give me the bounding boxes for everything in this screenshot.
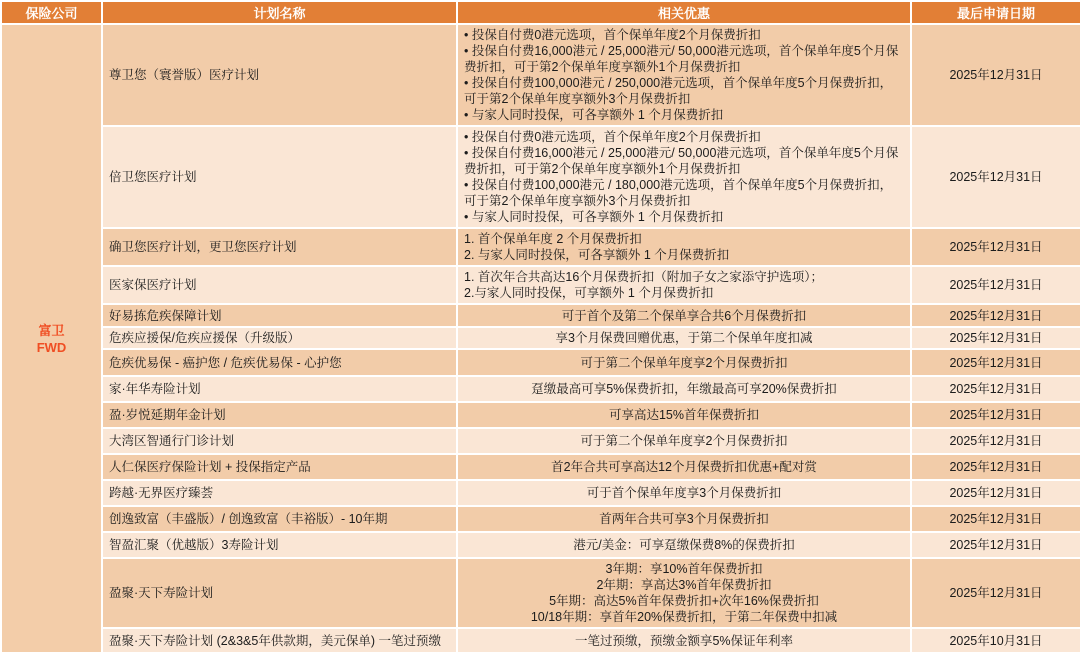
- plan-name-cell: 跨越·无界医疗臻荟: [102, 480, 457, 506]
- plan-name-cell: 好易拣危疾保障计划: [102, 304, 457, 327]
- offer-line: • 投保自付费0港元选项，首个保单年度2个月保费折扣: [464, 130, 761, 144]
- table-row: [1, 480, 1081, 506]
- offer-line: • 与家人同时投保，可各享额外 1 个月保费折扣: [464, 108, 724, 122]
- offer-line: • 与家人同时投保，可各享额外 1 个月保费折扣: [464, 210, 724, 224]
- offer-line: 2年期：享高达3%首年保费折扣: [596, 578, 772, 592]
- deadline-cell: 2025年12月31日: [911, 428, 1081, 454]
- deadline-cell: 2025年12月31日: [911, 532, 1081, 558]
- offer-line: 可享高达15%首年保费折扣: [608, 408, 760, 422]
- table-row: [1, 428, 1081, 454]
- plan-name-cell: 危疾优易保 - 癌护您 / 危疾优易保 - 心护您: [102, 349, 457, 376]
- offer-cell: [457, 532, 911, 558]
- plan-name-cell: 盈·岁悦延期年金计划: [102, 402, 457, 428]
- offer-line: 趸缴最高可享5%保费折扣，年缴最高可享20%保费折扣: [531, 382, 837, 396]
- offer-line: • 投保自付费0港元选项，首个保单年度2个月保费折扣: [464, 28, 761, 42]
- plan-name-cell: 盈聚·天下寿险计划: [102, 558, 457, 628]
- offer-line: • 投保自付费100,000港元 / 180,000港元选项，首个保单年度5个月保费折扣，可于第2个保单年度享额外3个月保费折扣: [464, 178, 893, 208]
- plan-name-cell: 家·年华寿险计划: [102, 376, 457, 402]
- table-row: [1, 24, 1081, 126]
- deadline-cell: 2025年12月31日: [911, 24, 1081, 126]
- offer-cell: [457, 126, 911, 228]
- plan-name-cell: 创逸致富（丰盛版）/ 创逸致富（丰裕版）- 10年期: [102, 506, 457, 532]
- table-row: [1, 628, 1081, 653]
- offer-cell: [457, 266, 911, 304]
- offer-cell: [457, 349, 911, 376]
- offer-line: 港元/美金：可享趸缴保费8%的保费折扣: [573, 538, 795, 552]
- table-row: [1, 558, 1081, 628]
- plan-name-cell: 大湾区智通行门诊计划: [102, 428, 457, 454]
- deadline-cell: 2025年12月31日: [911, 480, 1081, 506]
- offer-line: 5年期：高达5%首年保费折扣+次年16%保费折扣: [549, 594, 819, 608]
- offer-line: • 投保自付费16,000港元 / 25,000港元/ 50,000港元选项，首个保单年度5个月保费折扣，可于第2个保单年度享额外1个月保费折扣: [464, 44, 899, 74]
- table-body: [1, 24, 1081, 653]
- table-header: [1, 1, 1081, 24]
- plan-name-cell: 人仁保医疗保险计划 + 投保指定产品: [102, 454, 457, 480]
- company-cell: [1, 24, 102, 653]
- header-company: 保险公司: [1, 1, 102, 24]
- plan-name-cell: 智盈汇聚（优越版）3寿险计划: [102, 532, 457, 558]
- offer-cell: [457, 506, 911, 532]
- deadline-cell: 2025年12月31日: [911, 327, 1081, 349]
- deadline-cell: 2025年12月31日: [911, 228, 1081, 266]
- offer-cell: [457, 402, 911, 428]
- offer-line: 可于第二个保单年度享2个月保费折扣: [580, 434, 788, 448]
- deadline-cell: 2025年12月31日: [911, 506, 1081, 532]
- offer-line: 享3个月保费回赠优惠，于第二个保单年度扣减: [555, 331, 813, 345]
- deadline-cell: 2025年12月31日: [911, 402, 1081, 428]
- offer-line: 首两年合共可享3个月保费折扣: [599, 512, 769, 526]
- table-row: [1, 402, 1081, 428]
- offer-line: 首2年合共可享高达12个月保费折扣优惠+配对赏: [551, 460, 817, 474]
- offer-line: 一笔过预缴，预缴金额享5%保证年利率: [574, 633, 794, 648]
- offer-line: • 投保自付费100,000港元 / 250,000港元选项，首个保单年度5个月保费折扣，可于第2个保单年度享额外3个月保费折扣: [464, 76, 893, 106]
- deadline-cell: 2025年12月31日: [911, 266, 1081, 304]
- plan-name-cell: 盈聚·天下寿险计划 (2&3&5年供款期，美元保单) 一笔过预缴: [102, 628, 457, 653]
- table-row: [1, 304, 1081, 327]
- table-row: [1, 266, 1081, 304]
- offer-cell: [457, 228, 911, 266]
- deadline-cell: 2025年12月31日: [911, 376, 1081, 402]
- offer-line: 10/18年期：享首年20%保费折扣，于第二年保费中扣减: [530, 610, 838, 624]
- offer-cell: [457, 454, 911, 480]
- plan-name-cell: 尊卫您（寰誉版）医疗计划: [102, 24, 457, 126]
- plan-name-cell: 危疾应援保/危疾应援保（升级版）: [102, 327, 457, 349]
- offer-line: 可于首个及第二个保单享合共6个月保费折扣: [561, 308, 807, 323]
- offer-cell: [457, 428, 911, 454]
- offer-line: 3年期：享10%首年保费折扣: [605, 562, 763, 576]
- plan-name-cell: 确卫您医疗计划，更卫您医疗计划: [102, 228, 457, 266]
- company-name-en: FWD: [36, 339, 67, 355]
- offer-cell: [457, 558, 911, 628]
- table-row: [1, 126, 1081, 228]
- plan-name-cell: 医家保医疗计划: [102, 266, 457, 304]
- table-row: [1, 532, 1081, 558]
- table-row: [1, 376, 1081, 402]
- deadline-cell: 2025年12月31日: [911, 349, 1081, 376]
- header-offers: 相关优惠: [457, 1, 911, 24]
- header-plan: 计划名称: [102, 1, 457, 24]
- table-row: [1, 327, 1081, 349]
- header-deadline: 最后申请日期: [911, 1, 1081, 24]
- offer-cell: [457, 480, 911, 506]
- plan-name-cell: 倍卫您医疗计划: [102, 126, 457, 228]
- table-row: [1, 228, 1081, 266]
- offer-line: 2.与家人同时投保，可享额外 1 个月保费折扣: [464, 286, 714, 300]
- deadline-cell: 2025年12月31日: [911, 558, 1081, 628]
- table-row: [1, 454, 1081, 480]
- offer-line: 1. 首次年合共高达16个月保费折扣（附加子女之家添守护选项）；: [464, 270, 824, 284]
- offer-line: 可于首个保单年度享3个月保费折扣: [586, 486, 782, 500]
- deadline-cell: 2025年12月31日: [911, 304, 1081, 327]
- deadline-cell: 2025年12月31日: [911, 126, 1081, 228]
- offer-cell: [457, 327, 911, 349]
- offer-line: 2. 与家人同时投保，可各享额外 1 个月保费折扣: [464, 248, 730, 262]
- offer-cell: [457, 24, 911, 126]
- table-row: [1, 349, 1081, 376]
- deadline-cell: 2025年12月31日: [911, 454, 1081, 480]
- offer-cell: [457, 376, 911, 402]
- offer-cell: [457, 628, 911, 653]
- offer-cell: [457, 304, 911, 327]
- deadline-cell: 2025年10月31日: [911, 628, 1081, 653]
- company-name-zh: 富卫: [38, 322, 65, 338]
- offer-line: • 投保自付费16,000港元 / 25,000港元/ 50,000港元选项，首个保单年度5个月保费折扣，可于第2个保单年度享额外1个月保费折扣: [464, 146, 899, 176]
- offer-line: 可于第二个保单年度享2个月保费折扣: [580, 355, 788, 370]
- table-row: [1, 506, 1081, 532]
- offer-line: 1. 首个保单年度 2 个月保费折扣: [464, 232, 642, 246]
- header-row: [1, 1, 1081, 24]
